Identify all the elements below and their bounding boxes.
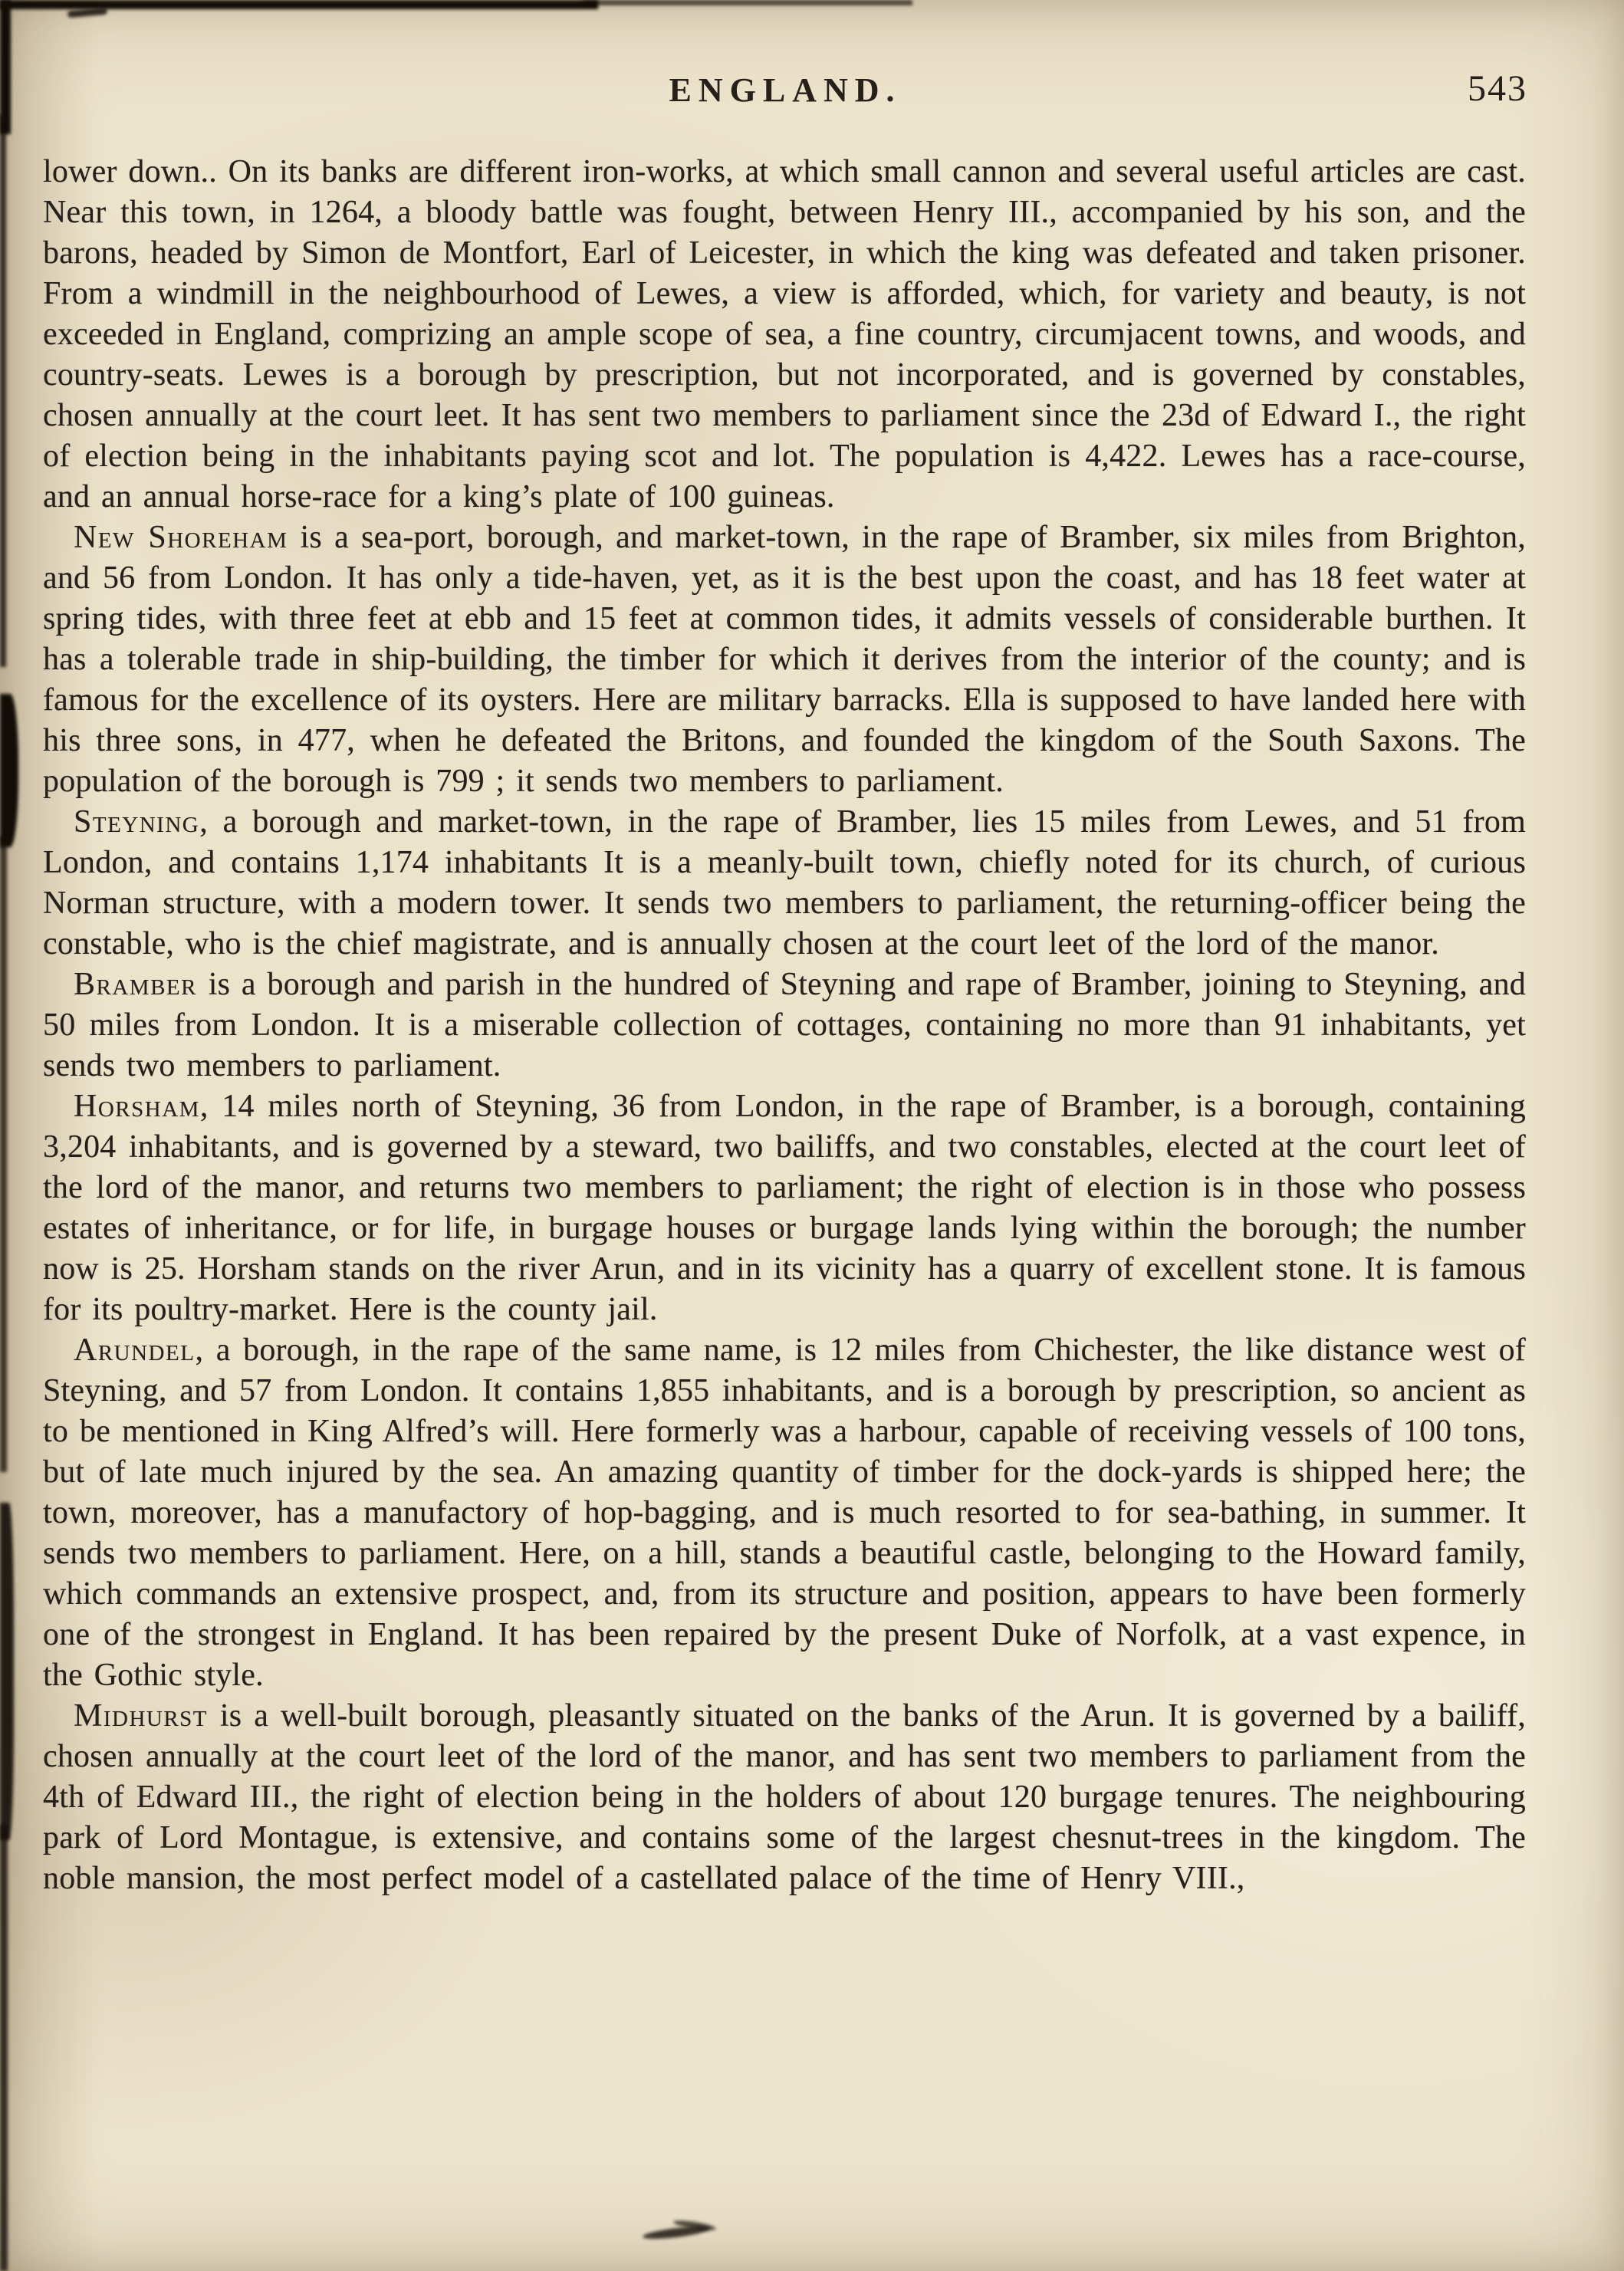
scan-edge-left-blob [0,1503,14,1840]
paragraph: Bramber is a borough and parish in the hundred of Steyning and rape of Bramber, joining to Steyning, and 50 miles from London. It is a miserable collection of cottages, containing no more than 91 inhabitants, yet sends two members to parliament. [43,967,1526,1083]
scan-smudge [643,2224,711,2242]
place-name-lead: Midhurst [74,1698,209,1734]
paragraph: Midhurst is a well-built borough, pleasantly situated on the banks of the Arun. It is governed by a bailiff, chosen annually at the court leet of the lord of the manor, and has sent two members to parliament from the 4th of Edward III., the right of election being in the holders of about 120 burgage tenures. The neighbouring park of Lord Montague, is extensive, and contains some of the largest chesnut-trees in the kingdom. The noble mansion, the most perfect model of a castellated palace of the time of Henry VIII., [43,1698,1526,1896]
paragraph: Steyning, a borough and market-town, in the rape of Bramber, lies 15 miles from Lewes, and 51 from London, and contains 1,174 inhabitants It is a meanly-built town, chiefly noted for its church, of curious Norman structure, with a modern tower. It sends two members to parliament, the returning-officer being the constable, who is the chief magistrate, and is annually chosen at the court leet of the lord of the manor. [43,804,1526,961]
page-body [43,152,1526,1899]
place-name-lead: Horsham [74,1089,200,1124]
page-header [43,68,1527,117]
scan-smudge [67,8,108,18]
place-name-lead: Bramber [74,967,197,1002]
paragraph: New Shoreham is a sea-port, borough, and market-town, in the rape of Bramber, six miles from Brighton, and 56 from London. It has only a tide-haven, yet, as it is the best upon the coast, and has 18 feet water at spring tides, with three feet at ebb and 15 feet at common tides, it admits vessels of considerable burthen. It has a tolerable trade in ship-building, the timber for which it derives from the interior of the county; and is famous for the excellence of its oysters. Here are military barracks. Ella is supposed to have landed here with his three sons, in 477, when he defeated the Britons, and founded the kingdom of the South Saxons. The population of the borough is 799 ; it sends two members to parliament. [43,520,1527,799]
page-number: 543 [1468,68,1527,109]
scan-edge-top [0,0,598,9]
scan-edge-left [0,0,11,134]
paragraph: Arundel, a borough, in the rape of the same name, is 12 miles from Chichester, the like distance west of Steyning, and 57 from London. It contains 1,855 inhabitants, and is a borough by prescription, so ancient as to be mentioned in King Alfred’s will. Here formerly was a harbour, capable of receiving vessels of 100 tons, but of late much injured by the sea. An amazing quantity of timber for the dock-yards is shipped here; the town, moreover, has a manufactory of hop-bagging, and is much resorted to for sea-bathing, in summer. It sends two members to parliament. Here, on a hill, stands a beautiful castle, belonging to the Howard family, which commands an extensive prospect, and, from its structure and position, appears to have been formerly one of the strongest in England. It has been repaired by the present Duke of Norfolk, at a vast expence, in the Gothic style. [43,1333,1526,1693]
scan-edge-left [0,836,7,1472]
scan-smudge [673,2219,717,2233]
scan-edge-left [0,1825,8,2271]
paragraph: Horsham, 14 miles north of Steyning, 36 from London, in the rape of Bramber, is a borough, containing 3,204 inhabitants, and is governed by a steward, two bailiffs, and two constables, elected at the court leet of the lord of the manor, and returns two members to parliament; the right of election is in those who possess estates of inheritance, or for life, in burgage houses or burgage lands lying within the borough; the number now is 25. Horsham stands on the river Arun, and in its vicinity has a quarry of excellent stone. It is famous for its poultry-market. Here is the county jail. [43,1089,1526,1327]
place-name-lead: New Shoreham [74,520,288,555]
place-name-lead: Steyning [74,804,200,840]
scan-edge-left [0,115,6,667]
paragraph: lower down.. On its banks are different iron-works, at which small cannon and several useful articles are cast. Near this town, in 1264, a bloody battle was fought, between Henry III., accompanied by his son, and the barons, headed by Simon de Montfort, Earl of Leicester, in which the king was defeated and taken prisoner. From a windmill in the neighbourhood of Lewes, a view is afforded, which, for variety and beauty, is not exceeded in England, comprizing an ample scope of sea, a fine country, circumjacent towns, and woods, and country-seats. Lewes is a borough by prescription, but not incorporated, and is governed by constables, chosen annually at the court leet. It has sent two members to parliament since the 23d of Edward I., the right of election being in the inhabitants paying scot and lot. The population is 4,422. Lewes has a race-course, and an annual horse-race for a king’s plate of 100 guineas. [43,154,1526,514]
running-title: ENGLAND. [669,71,902,109]
place-name-lead: Arundel [74,1333,196,1368]
scan-edge-top [583,0,912,5]
scan-edge-left-blob [0,694,18,847]
